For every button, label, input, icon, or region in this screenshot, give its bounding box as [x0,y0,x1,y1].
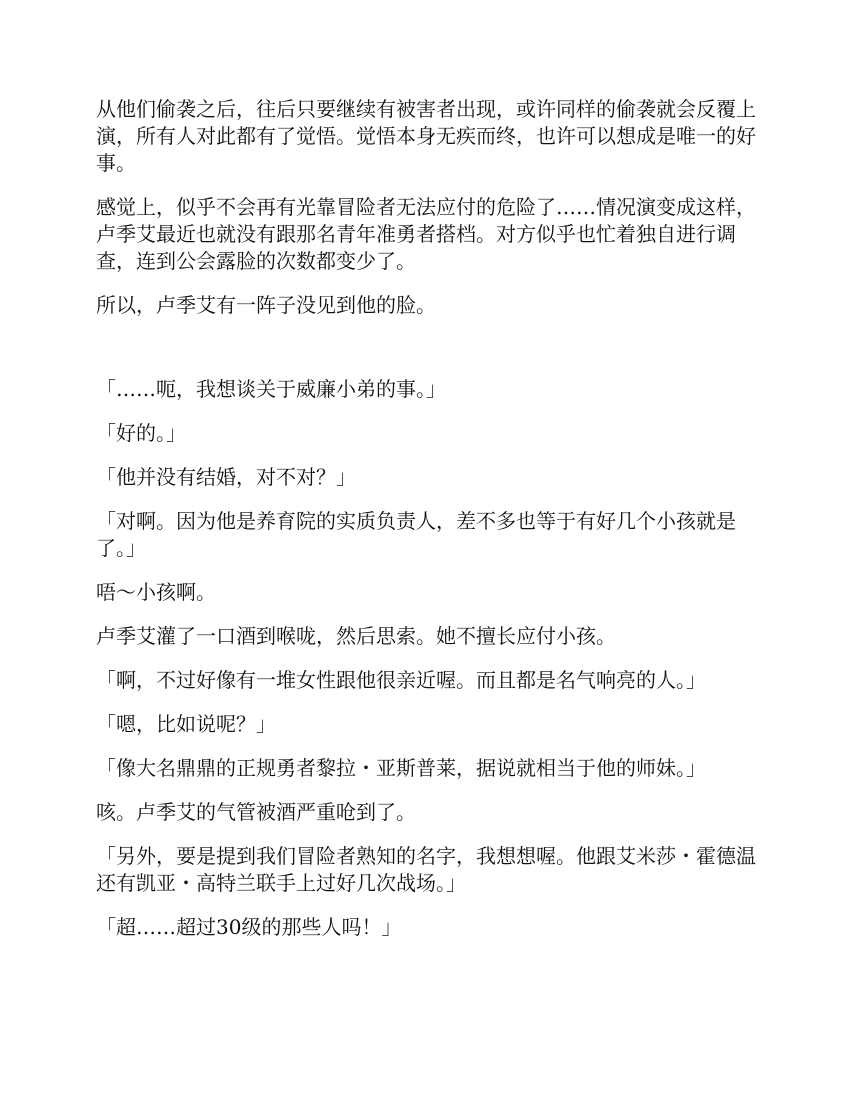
dialogue-paragraph: 「嗯，比如说呢？」 [96,712,276,736]
paragraph: 从他们偷袭之后，往后只要继续有被害者出现，或许同样的偷袭就会反覆上演，所有人对此都有了觉悟。觉悟本身无疾而终，也许可以想成是唯一的好事。 [96,97,756,175]
paragraph: 卢季艾灌了一口酒到喉咙，然后思索。她不擅长应付小孩。 [96,624,616,648]
paragraph: 唔～小孩啊。 [96,580,216,604]
section-break [96,336,756,376]
paragraph: 所以，卢季艾有一阵子没见到他的脸。 [96,293,436,317]
dialogue-paragraph: 「超……超过30级的那些人吗！」 [96,915,402,939]
paragraph: 咳。卢季艾的气管被酒严重呛到了。 [96,800,416,824]
dialogue-paragraph: 「……呃，我想谈关于威廉小弟的事。」 [96,377,446,401]
document-page [96,96,756,958]
paragraph: 感觉上，似乎不会再有光靠冒险者无法应付的危险了……情况演变成这样，卢季艾最近也就没有跟那名青年准勇者搭档。对方似乎也忙着独自进行调查，连到公会露脸的次数都变少了。 [96,195,756,273]
dialogue-paragraph: 「另外，要是提到我们冒险者熟知的名字，我想想喔。他跟艾米莎・霍德温还有凯亚・高特兰联手上过好几次战场。」 [96,844,756,895]
dialogue-paragraph: 「他并没有结婚，对不对？」 [96,465,356,489]
dialogue-paragraph: 「好的。」 [96,421,186,445]
dialogue-paragraph: 「像大名鼎鼎的正规勇者黎拉・亚斯普莱，据说就相当于他的师妹。」 [96,756,706,780]
dialogue-paragraph: 「对啊。因为他是养育院的实质负责人，差不多也等于有好几个小孩就是了。」 [96,509,736,560]
dialogue-paragraph: 「啊，不过好像有一堆女性跟他很亲近喔。而且都是名气响亮的人。」 [96,668,706,692]
